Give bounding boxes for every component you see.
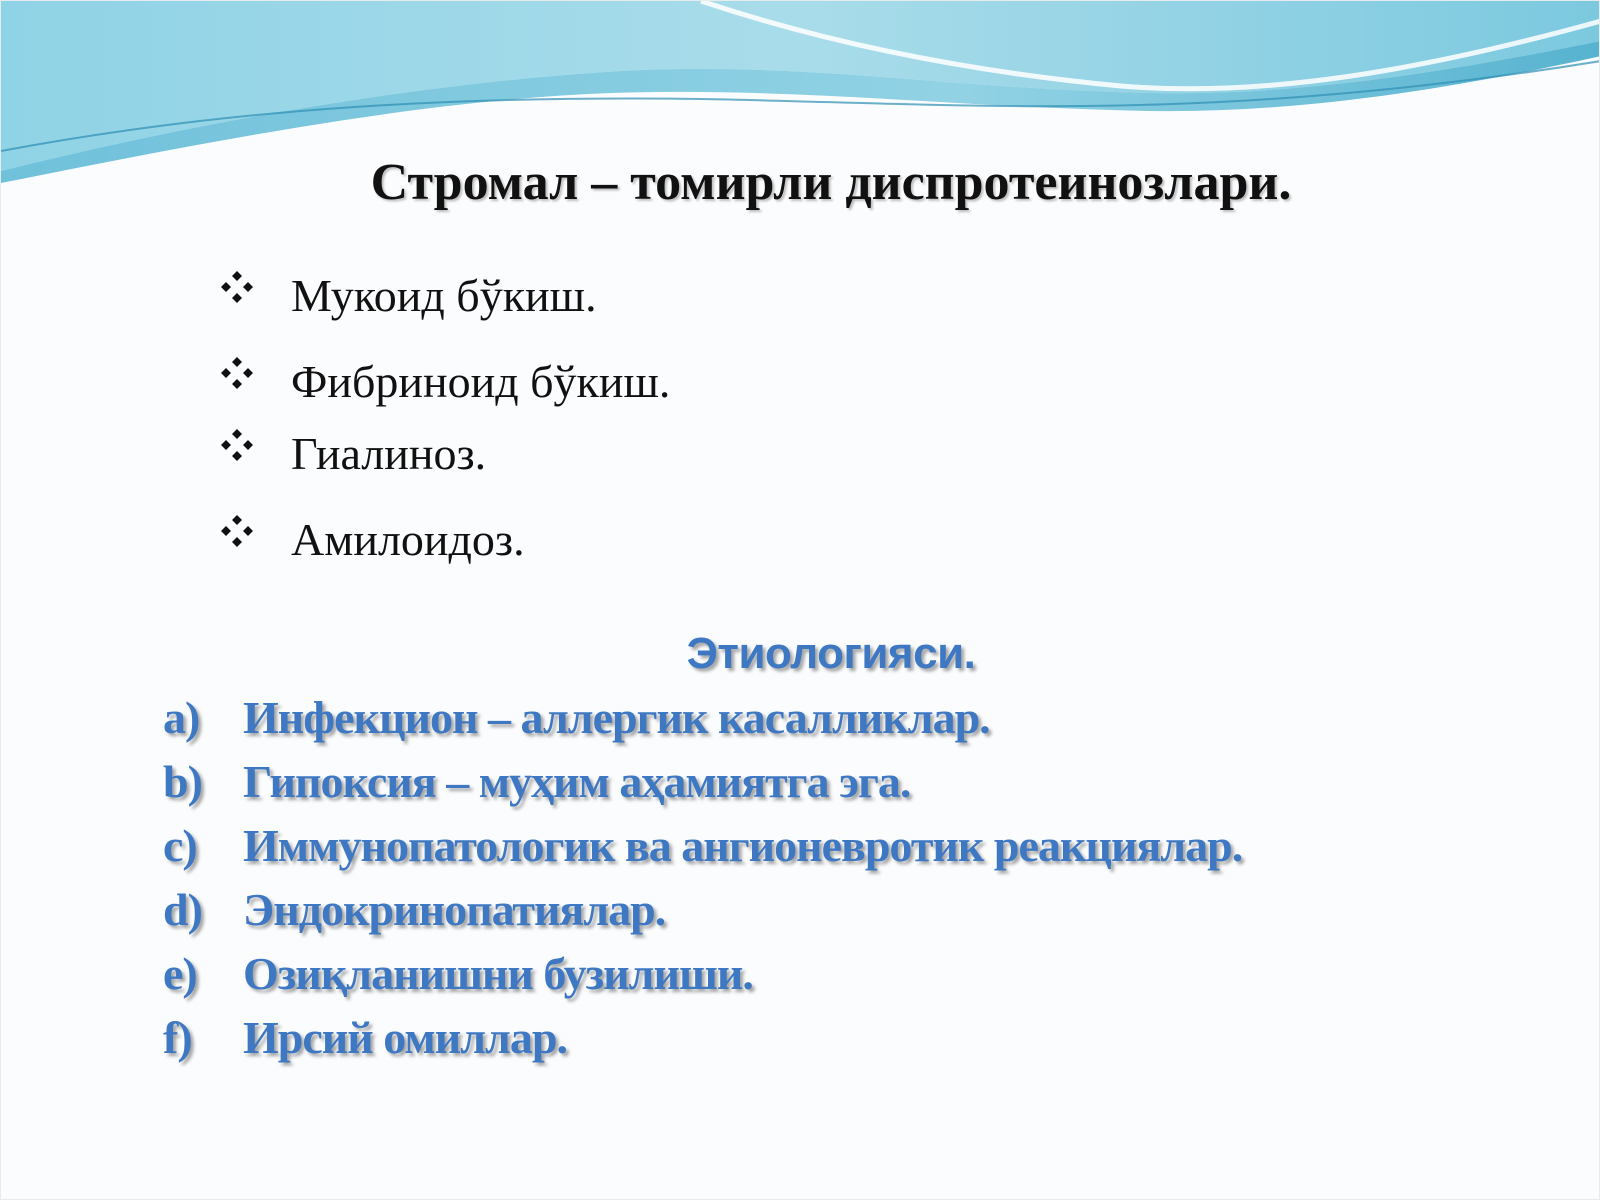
etiology-text: Эндокринопатиялар. [243,884,666,935]
bullet-text: Фибриноид бўкиш. [291,356,671,407]
etiology-marker: b) [163,756,202,807]
diamond-bullet-icon [219,513,255,549]
etiology-text: Инфекцион – аллергик касалликлар. [243,692,990,743]
bullet-text: Мукоид бўкиш. [291,270,597,321]
bullet-text: Амилоидоз. [291,514,525,565]
etiology-text: Иммунопатологик ва ангионевротик реакциялар. [243,820,1243,871]
etiology-text: Гипоксия – муҳим аҳамиятга эга. [243,756,911,807]
slide-title: Стромал – томирли диспротеинозлари. [370,154,1292,211]
etiology-marker: c) [163,820,197,871]
etiology-title: Этиологияси. [686,629,976,678]
diamond-bullet-icon [219,269,255,305]
etiology-marker: e) [163,948,197,999]
diamond-bullet-icon [219,355,255,391]
etiology-marker: a) [163,692,200,743]
etiology-text: Ирсий омиллар. [243,1012,567,1063]
diamond-bullet-icon [219,427,255,463]
etiology-text: Озиқланишни бузилиши. [243,948,753,999]
bullet-text: Гиалиноз. [291,428,487,479]
etiology-marker: f) [163,1012,192,1063]
etiology-marker: d) [163,884,202,935]
